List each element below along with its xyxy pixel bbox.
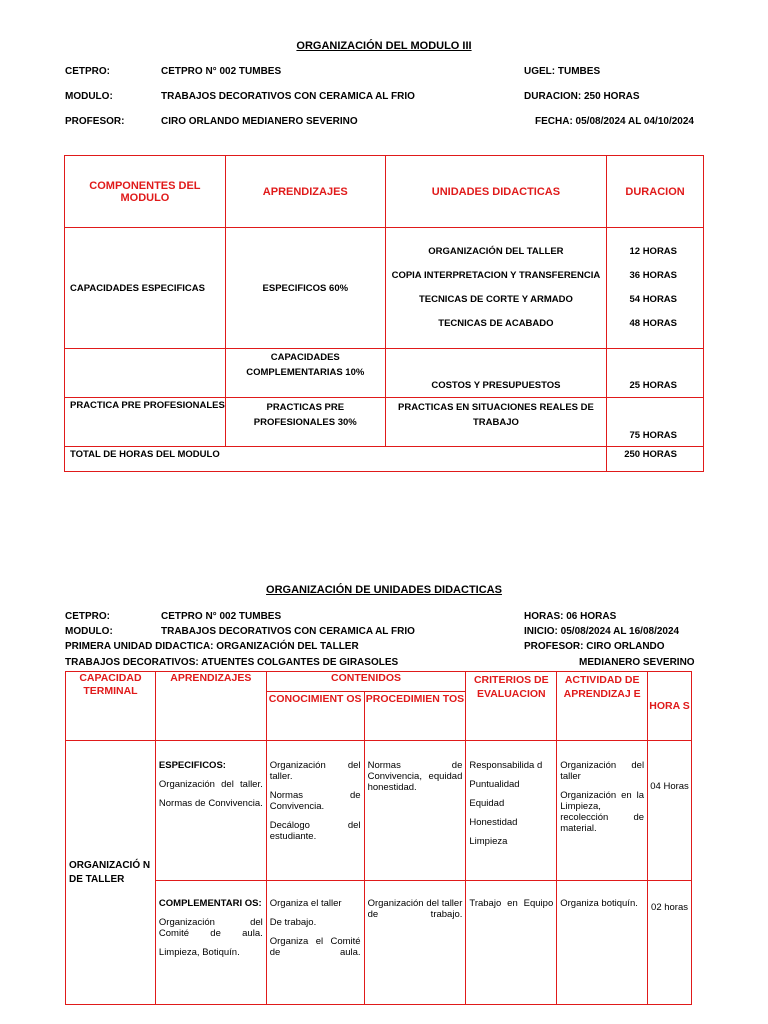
total-horas-cell: 250 HORAS [607, 447, 704, 472]
cetpro-label: CETPRO: [65, 66, 110, 77]
header-componentes: COMPONENTES DEL MODULO [65, 156, 226, 228]
unidades-cell [385, 228, 606, 349]
list-item: Limpieza, Botiquín. [158, 947, 240, 958]
header-criterios: CRITERIOS DE EVALUACION [466, 672, 557, 741]
unidad-item: TECNICAS DE CORTE Y ARMADO [418, 294, 573, 305]
header-contenidos: CONTENIDOS [266, 672, 466, 692]
list-item: Organiza botiquín. [560, 898, 638, 909]
especificos-title: ESPECIFICOS: [158, 760, 226, 771]
profesor-value-2: PROFESOR: CIRO ORLANDO [524, 641, 665, 652]
header-actividad: ACTIVIDAD DE APRENDIZAJ E [557, 672, 648, 741]
cetpro-value: CETPRO N° 002 TUMBES [161, 66, 282, 77]
horas-r2: 02 horas [648, 881, 692, 1005]
practicas-pre-cell: PRACTICAS PRE PROFESIONALES 30% [225, 398, 385, 447]
module-org-title: ORGANIZACIÓN DEL MODULO III [296, 40, 472, 52]
practicas-horas-cell: 75 HORAS [607, 398, 704, 447]
actividad-r1 [557, 741, 648, 881]
actividad-r2 [557, 881, 648, 1005]
horas-item: 12 HORAS [629, 246, 677, 257]
list-item: Puntualidad [469, 779, 520, 790]
header-duracion: DURACION [607, 156, 704, 228]
cetpro-label-2: CETPRO: [65, 611, 110, 622]
list-item: Organiza el Comité de aula. [269, 936, 361, 958]
criterios-r2 [466, 881, 557, 1005]
inicio-value: INICIO: 05/08/2024 AL 16/08/2024 [524, 626, 680, 637]
horas-value: HORAS: 06 HORAS [524, 611, 617, 622]
complementarios-title: COMPLEMENTARI OS: [158, 898, 262, 909]
list-item: Normas de Convivencia. [158, 798, 263, 809]
header-procedimientos: PROCEDIMIEN TOS [364, 692, 466, 741]
list-item: Normas de Convivencia. [269, 790, 361, 812]
header-horas: HORA S [648, 672, 692, 741]
list-item: Organización del taller [560, 760, 645, 782]
list-item: Organización del Comité de aula. [158, 917, 263, 939]
aprendizajes-especificos [155, 741, 266, 881]
cap-especificas-cell: CAPACIDADES ESPECIFICAS [65, 228, 226, 349]
list-item: Organiza el taller [269, 898, 342, 909]
modulo-value-2: TRABAJOS DECORATIVOS CON CERAMICA AL FRIO [161, 626, 415, 637]
unit-table [65, 671, 692, 1005]
list-item: Organización en la Limpieza, recolección de material. [560, 790, 645, 834]
capacidad-cell: ORGANIZACIÓ N DE TALLER [66, 741, 156, 1005]
cetpro-value-2: CETPRO N° 002 TUMBES [161, 611, 282, 622]
costos-horas-cell: 25 HORAS [607, 349, 704, 398]
medianero-value: MEDIANERO SEVERINO [579, 657, 695, 668]
primera-unidad: PRIMERA UNIDAD DIDACTICA: ORGANIZACIÓN DEL TALLER [65, 641, 359, 652]
profesor-value: CIRO ORLANDO MEDIANERO SEVERINO [161, 116, 358, 127]
conocimientos-r2 [266, 881, 364, 1005]
list-item: Normas de Convivencia, equidad honestidad. [367, 760, 463, 793]
conocimientos-r1 [266, 741, 364, 881]
module-table [64, 155, 704, 472]
header-capacidad: CAPACIDAD TERMINAL [66, 672, 156, 741]
criterios-r1 [466, 741, 557, 881]
header-conocimientos: CONOCIMIENT OS [266, 692, 364, 741]
horas-item: 48 HORAS [629, 318, 677, 329]
total-label-cell: TOTAL DE HORAS DEL MODULO [65, 447, 607, 472]
list-item: Organización del taller. [269, 760, 361, 782]
header-unidades: UNIDADES DIDACTICAS [385, 156, 606, 228]
empty-cell [65, 349, 226, 398]
list-item: Trabajo en Equipo [469, 898, 554, 909]
horas-cell [607, 228, 704, 349]
fecha-value: FECHA: 05/08/2024 AL 04/10/2024 [535, 116, 694, 127]
unidad-item: TECNICAS DE ACABADO [438, 318, 554, 329]
cap-complementarias-cell: CAPACIDADES COMPLEMENTARIAS 10% [225, 349, 385, 398]
unidad-item: ORGANIZACIÓN DEL TALLER [428, 246, 564, 257]
procedimientos-r1 [364, 741, 466, 881]
horas-item: 36 HORAS [629, 270, 677, 281]
duracion-value: DURACION: 250 HORAS [524, 91, 640, 102]
modulo-value: TRABAJOS DECORATIVOS CON CERAMICA AL FRIO [161, 91, 415, 102]
header-aprendizajes: APRENDIZAJES [225, 156, 385, 228]
aprendizajes-complementarios [155, 881, 266, 1005]
especificos-cell: ESPECIFICOS 60% [225, 228, 385, 349]
practicas-situaciones-cell: PRACTICAS EN SITUACIONES REALES DE TRABAJO [385, 398, 606, 447]
list-item: Honestidad [469, 817, 518, 828]
horas-r1: 04 Horas [648, 741, 692, 881]
unidad-item: COPIA INTERPRETACION Y TRANSFERENCIA [391, 270, 601, 281]
modulo-label: MODULO: [65, 91, 113, 102]
modulo-label-2: MODULO: [65, 626, 113, 637]
list-item: Decálogo del estudiante. [269, 820, 361, 842]
practica-pre-cell: PRACTICA PRE PROFESIONALES [65, 398, 226, 447]
list-item: De trabajo. [269, 917, 317, 928]
horas-item: 54 HORAS [629, 294, 677, 305]
list-item: Organización del taller de trabajo. [367, 898, 463, 920]
unit-org-title: ORGANIZACIÓN DE UNIDADES DIDACTICAS [266, 584, 502, 596]
list-item: Responsabilida d [469, 760, 543, 771]
list-item: Limpieza [469, 836, 508, 847]
costos-cell: COSTOS Y PRESUPUESTOS [385, 349, 606, 398]
profesor-label: PROFESOR: [65, 116, 125, 127]
trabajos-decorativos: TRABAJOS DECORATIVOS: ATUENTES COLGANTES DE GIRASOLES [65, 657, 399, 668]
header-aprendizajes-2: APRENDIZAJES [155, 672, 266, 741]
procedimientos-r2 [364, 881, 466, 1005]
ugel-value: UGEL: TUMBES [524, 66, 601, 77]
list-item: Equidad [469, 798, 505, 809]
list-item: Organización del taller. [158, 779, 263, 790]
